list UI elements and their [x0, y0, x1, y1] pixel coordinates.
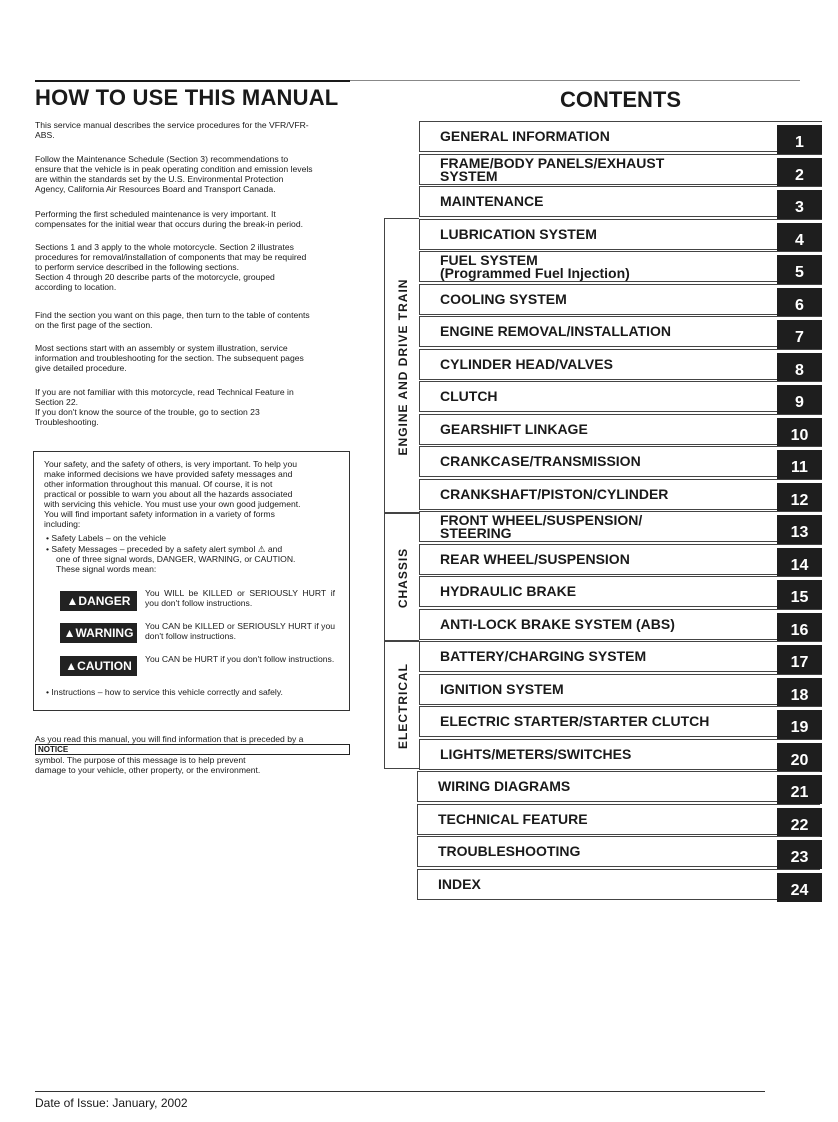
contents-item[interactable] [419, 706, 822, 737]
contents-item-label: WIRING DIAGRAMS [438, 778, 571, 794]
issue-date: Date of Issue: January, 2002 [35, 1096, 188, 1110]
contents-item[interactable] [417, 836, 820, 867]
section-number-tab[interactable]: 18 [777, 678, 822, 707]
bullet-instructions: • Instructions – how to service this vehicle correctly and safely. [46, 687, 283, 697]
section-number-tab[interactable]: 19 [777, 710, 822, 739]
contents-item[interactable] [419, 316, 822, 347]
section-number-tab[interactable]: 8 [777, 353, 822, 382]
maintenance-paragraph: Follow the Maintenance Schedule (Section 3) recommendations to ensure that the vehicle is in peak operating condition and emission levels are within the standards set by the U.S. Environmental Protection Agency, California Air Resources Board and Transport Canada. [35, 154, 313, 194]
contents-item[interactable] [419, 544, 822, 575]
contents-item[interactable] [419, 674, 822, 705]
section-number-tab[interactable]: 13 [777, 515, 822, 544]
danger-text: You WILL be KILLED or SERIOUSLY HURT if you don't follow instructions. [145, 588, 335, 608]
contents-item[interactable] [419, 381, 822, 412]
section-number-tab[interactable]: 3 [777, 190, 822, 219]
contents-item-label: CRANKSHAFT/PISTON/CYLINDER [440, 486, 669, 502]
first-maintenance-paragraph: Performing the first scheduled maintenance is very important. It compensates for the initial wear that occurs during the break-in period. [35, 209, 303, 229]
group-label-chassis: CHASSIS [395, 547, 410, 609]
section-number-tab[interactable]: 9 [777, 385, 822, 414]
contents-title: CONTENTS [560, 87, 681, 112]
caution-signal: ▲CAUTION [60, 656, 137, 676]
notice-tag: NOTICE [35, 744, 350, 755]
section-number-tab[interactable]: 12 [777, 483, 822, 512]
contents-item[interactable] [419, 284, 822, 315]
bullet-safety-labels: • Safety Labels – on the vehicle [46, 533, 167, 543]
section-number-tab[interactable]: 11 [777, 450, 822, 479]
contents-item[interactable] [419, 121, 822, 152]
contents-item-label: FUEL SYSTEM (Programmed Fuel Injection) [440, 251, 630, 281]
contents-item-label: ENGINE REMOVAL/INSTALLATION [440, 323, 671, 339]
contents-item[interactable] [417, 771, 820, 802]
section-number-tab[interactable]: 14 [777, 548, 822, 577]
contents-item[interactable] [417, 869, 820, 900]
group-chassis [384, 513, 419, 641]
caution-text: You CAN be HURT if you don't follow instructions. [145, 654, 335, 664]
contents-item[interactable] [419, 219, 822, 250]
warning-signal: ▲WARNING [60, 623, 137, 643]
technical-feature-paragraph: If you are not familiar with this motorcycle, read Technical Feature in Section 22. If you don't know the source of the trouble, go to section 23 Troubleshooting. [35, 387, 294, 427]
contents-item-label: ELECTRIC STARTER/STARTER CLUTCH [440, 713, 710, 729]
footer-rule [35, 1091, 765, 1092]
contents-item-label: BATTERY/CHARGING SYSTEM [440, 648, 647, 664]
section-number-tab[interactable]: 21 [777, 775, 822, 804]
contents-item[interactable] [417, 804, 820, 835]
contents-item[interactable] [419, 641, 822, 672]
bullet-safety-messages: • Safety Messages – preceded by a safety alert symbol ⚠ and one of three signal words, DANGER, WARNING, or CAUTION. These signal words mean: [46, 544, 296, 574]
contents-item-label: GENERAL INFORMATION [440, 128, 610, 144]
contents-item[interactable] [419, 349, 822, 380]
contents-item-label: MAINTENANCE [440, 193, 544, 209]
contents-item-label: FRONT WHEEL/SUSPENSION/ STEERING [440, 511, 643, 541]
notice-paragraph: As you read this manual, you will find information that is preceded by a NOTICE symbol. The purpose of this message is to help prevent damage to your vehicle, other property, or the environment. [35, 734, 350, 775]
section-number-tab[interactable]: 6 [777, 288, 822, 317]
top-rule-right [350, 80, 800, 81]
contents-item[interactable] [419, 479, 822, 510]
section-number-tab[interactable]: 7 [777, 320, 822, 349]
find-section-paragraph: Find the section you want on this page, then turn to the table of contents on the first page of the section. [35, 310, 310, 330]
contents-item-label: ANTI-LOCK BRAKE SYSTEM (ABS) [440, 616, 675, 632]
contents-item-label: FRAME/BODY PANELS/EXHAUST SYSTEM [440, 154, 665, 184]
section-number-tab[interactable]: 15 [777, 580, 822, 609]
sections-paragraph: Sections 1 and 3 apply to the whole motorcycle. Section 2 illustrates procedures for removal/installation of components that may be required to perform service described in the following sections. Section 4 through 20 describe parts of the motorcycle, grouped according to location. [35, 242, 307, 292]
danger-signal: ▲DANGER [60, 591, 137, 611]
safety-box [33, 451, 350, 711]
section-number-tab[interactable]: 23 [777, 840, 822, 869]
contents-item[interactable] [419, 186, 822, 217]
top-rule-left [35, 80, 350, 82]
contents-item-label: CLUTCH [440, 388, 498, 404]
contents-item-label: LUBRICATION SYSTEM [440, 226, 597, 242]
contents-item-label: HYDRAULIC BRAKE [440, 583, 577, 599]
section-number-tab[interactable]: 20 [777, 743, 822, 772]
group-electrical [384, 641, 419, 769]
contents-item[interactable] [419, 251, 822, 282]
contents-item[interactable] [419, 576, 822, 607]
contents-item[interactable] [419, 446, 822, 477]
intro-paragraph: This service manual describes the service procedures for the VFR/VFR- ABS. [35, 120, 309, 140]
contents-item-label: IGNITION SYSTEM [440, 681, 564, 697]
contents-item-label: REAR WHEEL/SUSPENSION [440, 551, 630, 567]
contents-item[interactable] [419, 154, 822, 185]
section-number-tab[interactable]: 2 [777, 158, 822, 187]
contents-item-label: GEARSHIFT LINKAGE [440, 421, 588, 437]
section-number-tab[interactable]: 24 [777, 873, 822, 902]
group-label-engine: ENGINE AND DRIVE TRAIN [395, 278, 410, 455]
contents-item[interactable] [419, 511, 822, 542]
contents-item-label: INDEX [438, 876, 481, 892]
contents-item-label: CYLINDER HEAD/VALVES [440, 356, 613, 372]
group-engine-drive-train [384, 218, 419, 513]
contents-item-label: TROUBLESHOOTING [438, 843, 581, 859]
contents-item-label: TECHNICAL FEATURE [438, 811, 588, 827]
section-number-tab[interactable]: 10 [777, 418, 822, 447]
section-number-tab[interactable]: 22 [777, 808, 822, 837]
contents-item-label: LIGHTS/METERS/SWITCHES [440, 746, 632, 762]
warning-text: You CAN be KILLED or SERIOUSLY HURT if you don't follow instructions. [145, 621, 335, 641]
safety-intro: Your safety, and the safety of others, is very important. To help you make informed decisions we have provided safety messages and other information throughout this manual. Of course, it is not practical or possible to warn you about all the hazards associated with servicing this vehicle. You must use your own good judgement. You will find important safety information in a variety of forms including: [44, 459, 301, 529]
section-number-tab[interactable]: 5 [777, 255, 822, 284]
contents-item[interactable] [419, 609, 822, 640]
group-label-electrical: ELECTRICAL [395, 663, 410, 749]
section-number-tab[interactable]: 4 [777, 223, 822, 252]
contents-item[interactable] [419, 414, 822, 445]
section-number-tab[interactable]: 16 [777, 613, 822, 642]
page-title: HOW TO USE THIS MANUAL [35, 85, 339, 110]
contents-item-label: COOLING SYSTEM [440, 291, 567, 307]
section-number-tab[interactable]: 1 [777, 125, 822, 154]
contents-item-label: CRANKCASE/TRANSMISSION [440, 453, 641, 469]
contents-item[interactable] [419, 739, 822, 770]
section-structure-paragraph: Most sections start with an assembly or system illustration, service information and troubleshooting for the section. The subsequent pages give detailed procedure. [35, 343, 304, 373]
section-number-tab[interactable]: 17 [777, 645, 822, 674]
